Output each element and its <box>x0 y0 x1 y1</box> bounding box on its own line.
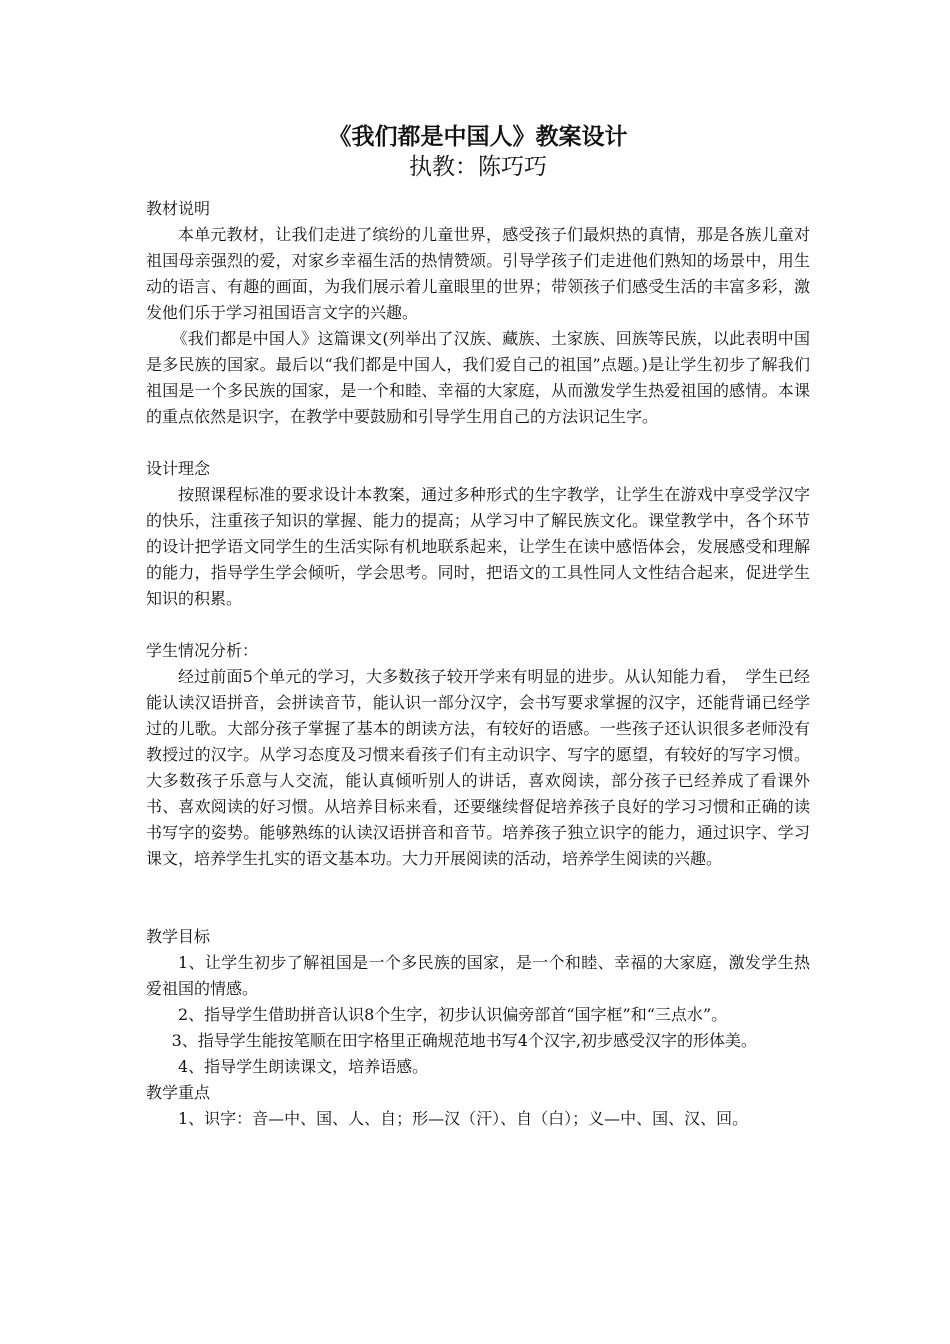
section-goals <box>146 924 810 1080</box>
section-key <box>146 1080 810 1132</box>
section-heading-materials: 教材说明 <box>146 199 211 218</box>
spacer <box>146 872 810 924</box>
key-item: 1、识字：音—中、国、人、自；形—汉（汗）、自（白）；义—中、国、汉、回。 <box>178 1109 749 1128</box>
goal-item: 1、让学生初步了解祖国是一个多民族的国家，是一个和睦、幸福的大家庭，激发学生热爱祖国的情感。 <box>146 953 810 998</box>
goal-item: 4、指导学生朗读课文，培养语感。 <box>178 1057 429 1076</box>
section-heading-key: 教学重点 <box>146 1083 211 1102</box>
goal-item: 2、指导学生借助拼音认识8个生字，初步认识偏旁部首“国字框”和“三点水”。 <box>178 1005 728 1024</box>
section-concept <box>146 456 810 612</box>
document-page <box>146 122 810 1132</box>
spacer <box>146 612 810 638</box>
spacer <box>146 430 810 456</box>
students-paragraph-1: 经过前面5个单元的学习，大多数孩子较开学来有明显的进步。从认知能力看， 学生已经能认读汉语拼音，会拼读音节，能认识一部分汉字，会书写要求掌握的汉字，还能背诵已经学过的儿歌。大部分孩子掌握了基本的朗读方法，有较好的语感。一些孩子还认识很多老师没有教授过的汉字。从学习态度及习惯来看孩子们有主动识字、写字的愿望，有较好的写字习惯。大多数孩子乐意与人交流，能认真倾听别人的讲话，喜欢阅读，部分孩子已经养成了看课外书、喜欢阅读的好习惯。从培养目标来看，还要继续督促培养孩子良好的学习习惯和正确的读书写字的姿势。能够熟练的认读汉语拼音和音节。培养孩子独立识字的能力，通过识字、学习课文，培养学生扎实的语文基本功。大力开展阅读的活动，培养学生阅读的兴趣。 <box>146 667 810 868</box>
document-subtitle: 执教：陈巧巧 <box>409 154 547 180</box>
section-materials <box>146 196 810 430</box>
concept-paragraph-1: 按照课程标准的要求设计本教案，通过多种形式的生字教学，让学生在游戏中享受学汉字的快乐，注重孩子知识的掌握、能力的提高；从学习中了解民族文化。课堂教学中，各个环节的设计把学语文同学生的生活实际有机地联系起来，让学生在读中感悟体会，发展感受和理解的能力，指导学生学会倾听，学会思考。同时，把语文的工具性同人文性结合起来，促进学生知识的积累。 <box>146 485 810 608</box>
section-heading-goals: 教学目标 <box>146 927 211 946</box>
materials-paragraph-1: 本单元教材，让我们走进了缤纷的儿童世界，感受孩子们最炽热的真情，那是各族儿童对祖国母亲强烈的爱，对家乡幸福生活的热情赞颂。引导学孩子们走进他们熟知的场景中，用生动的语言、有趣的画面，为我们展示着儿童眼里的世界；带领孩子们感受生活的丰富多彩，激发他们乐于学习祖国语言文字的兴趣。 <box>146 225 810 322</box>
goal-item: 3、指导学生能按笔顺在田字格里正确规范地书写4个汉字,初步感受汉字的形体美。 <box>171 1031 758 1050</box>
materials-paragraph-2: 《我们都是中国人》这篇课文(列举出了汉族、藏族、土家族、回族等民族，以此表明中国是多民族的国家。最后以“我们都是中国人，我们爱自己的祖国”点题。)是让学生初步了解我们祖国是一个多民族的国家，是一个和睦、幸福的大家庭，从而激发学生热爱祖国的感情。本课的重点依然是识字，在教学中要鼓励和引导学生用自己的方法识记生字。 <box>146 329 810 426</box>
section-heading-concept: 设计理念 <box>146 459 211 478</box>
section-students <box>146 638 810 872</box>
document-title: 《我们都是中国人》教案设计 <box>328 123 628 150</box>
section-heading-students: 学生情况分析： <box>146 641 259 660</box>
